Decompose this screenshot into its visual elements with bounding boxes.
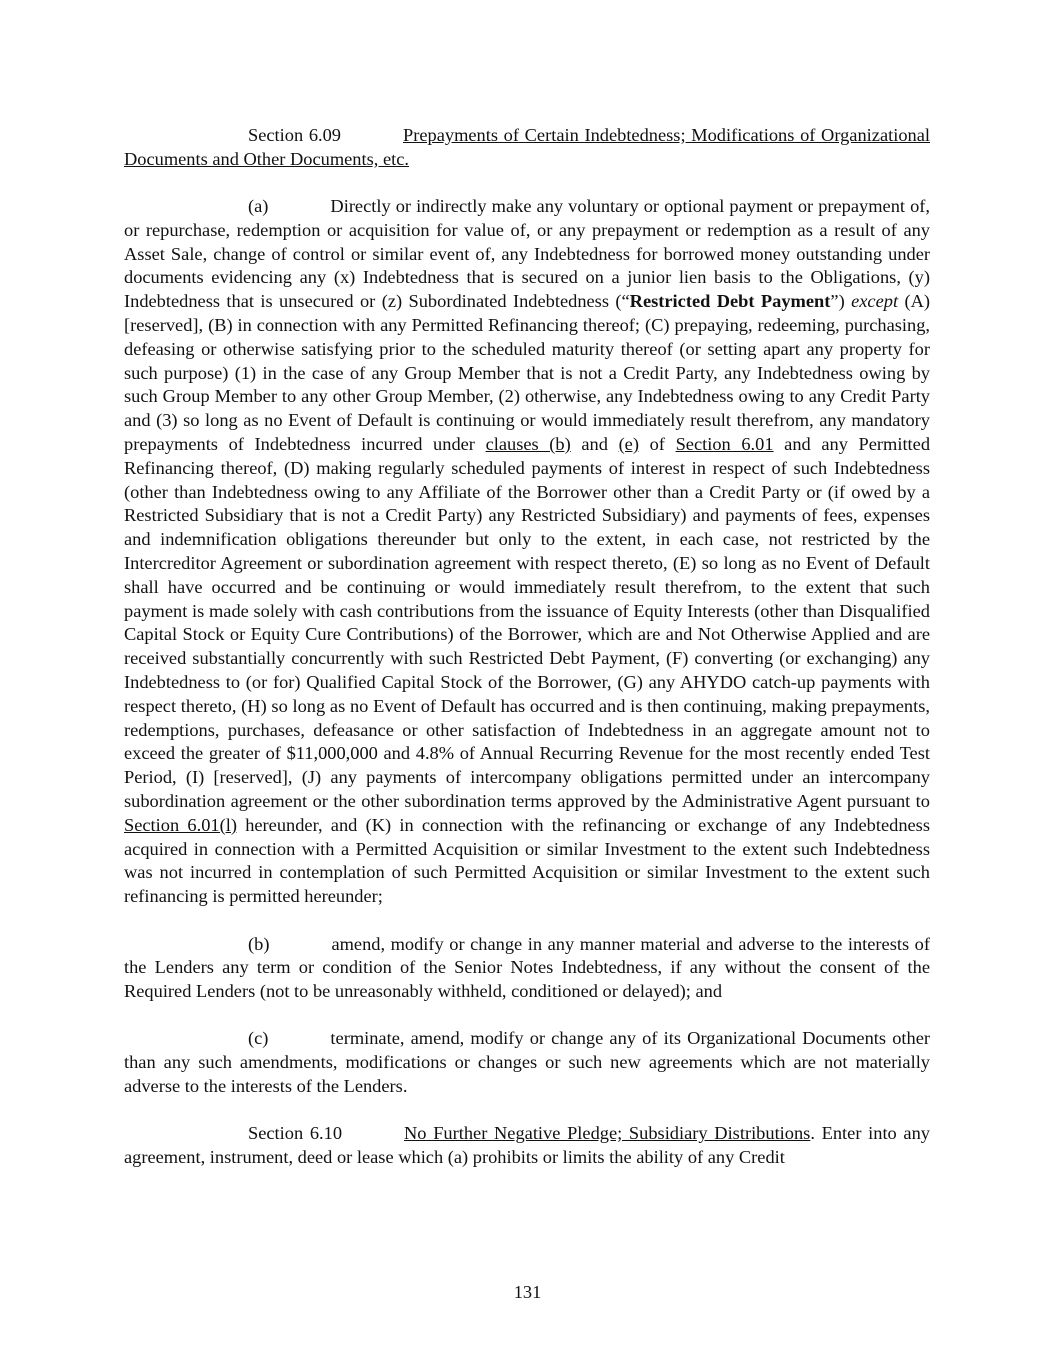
section-6-10: Section 6.10 No Further Negative Pledge; Subsidiary Distributions. Enter into any agreement, instrument, deed or lease which (a) prohibits or limits the ability of any Credit [124,1123,930,1168]
section-title: Prepayments of Certain Indebtedness; Modifications of Organizational Documents and Other Documents, etc. [124,125,930,169]
paragraph-label: (a) [248,196,269,217]
cross-reference: Section 6.01 [675,434,774,455]
paragraph-a: (a) Directly or indirectly make any voluntary or optional payment or prepayment of, or repurchase, redemption or acquisition for value of, or any prepayment or redemption as a result of any Asset Sale, change of control or similar event of, any Indebtedness for borrowed money outstanding under documents evidencing any (x) Indebtedness that is secured on a junior lien basis to the Obligations, (y) Indebtedness that is unsecured or (z) Subordinated Indebtedness (“Restricted Debt Payment”) except (A) [reserved], (B) in connection with any Permitted Refinancing thereof; (C) prepaying, redeeming, purchasing, defeasing or otherwise satisfying prior to the scheduled maturity thereof (or setting apart any property for such purpose) (1) in the case of any Group Member that is not a Credit Party, any Indebtedness owing by such Group Member to any other Group Member, (2) otherwise, any Indebtedness owing to any Credit Party and (3) so long as no Event of Default is continuing or would immediately result therefrom, any mandatory prepayments of Indebtedness incurred under clauses (b) and (e) of Section 6.01 and any Permitted Refinancing thereof, (D) making regularly scheduled payments of interest in respect of such Indebtedness (other than Indebtedness owing to any Affiliate of the Borrower other than a Credit Party or (if owed by a Restricted Subsidiary that is not a Credit Party) any Restricted Subsidiary) and payments of fees, expenses and indemnification obligations thereunder but only to the extent, in each case, not restricted by the Intercreditor Agreement or subordination agreement with respect thereto, (E) so long as no Event of Default shall have occurred and be continuing or would immediately result therefrom, to the extent that such payment is made solely with cash contributions from the issuance of Equity Interests (other than Disqualified Capital Stock or Equity Cure Contributions) of the Borrower, which are and Not Otherwise Applied and are received substantially concurrently with such Restricted Debt Payment, (F) converting (or exchanging) any Indebtedness to (or for) Qualified Capital Stock of the Borrower, (G) any AHYDO catch-up payments with respect thereto, (H) so long as no Event of Default has occurred and is then continuing, making prepayments, redemptions, purchases, defeasance or other satisfaction of Indebtedness in an aggregate amount not to exceed the greater of $11,000,000 and 4.8% of Annual Recurring Revenue for the most recently ended Test Period, (I) [reserved], (J) any payments of intercompany obligations permitted under an intercompany subordination agreement or the other subordination terms approved by the Administrative Agent pursuant to Section 6.01(l) hereunder, and (K) in connection with the refinancing or exchange of any Indebtedness acquired in connection with a Permitted Acquisition or similar Investment to the extent such Indebtedness was not incurred in contemplation of such Permitted Acquisition or similar Investment to the extent such refinancing is permitted hereunder; [124,196,931,907]
cross-reference: Section 6.01(l) [124,814,237,835]
section-number: Section 6.10 [248,1123,343,1144]
paragraph-c: (c) terminate, amend, modify or change any of its Organizational Documents other than any such amendments, modifications or changes or such new agreements which are not materially adverse to the interests of the Lenders. [124,1028,930,1096]
cross-reference: clauses (b) [485,434,571,455]
document-page [124,124,930,1193]
emphasis-except: except [851,291,899,312]
defined-term: Restricted Debt Payment [629,291,831,312]
paragraph-label: (c) [248,1028,269,1049]
paragraph-b: (b) amend, modify or change in any manner material and adverse to the interests of the Lenders any term or condition of the Senior Notes Indebtedness, if any without the consent of the Required Lenders (not to be unreasonably withheld, conditioned or delayed); and [124,933,930,1002]
paragraph-label: (b) [248,933,270,954]
cross-reference: (e) [618,434,639,455]
section-number: Section 6.09 [248,125,342,145]
section-title: No Further Negative Pledge; Subsidiary Distributions [404,1123,811,1144]
page-number: 131 [513,1282,542,1302]
section-6-09-heading [124,124,930,172]
